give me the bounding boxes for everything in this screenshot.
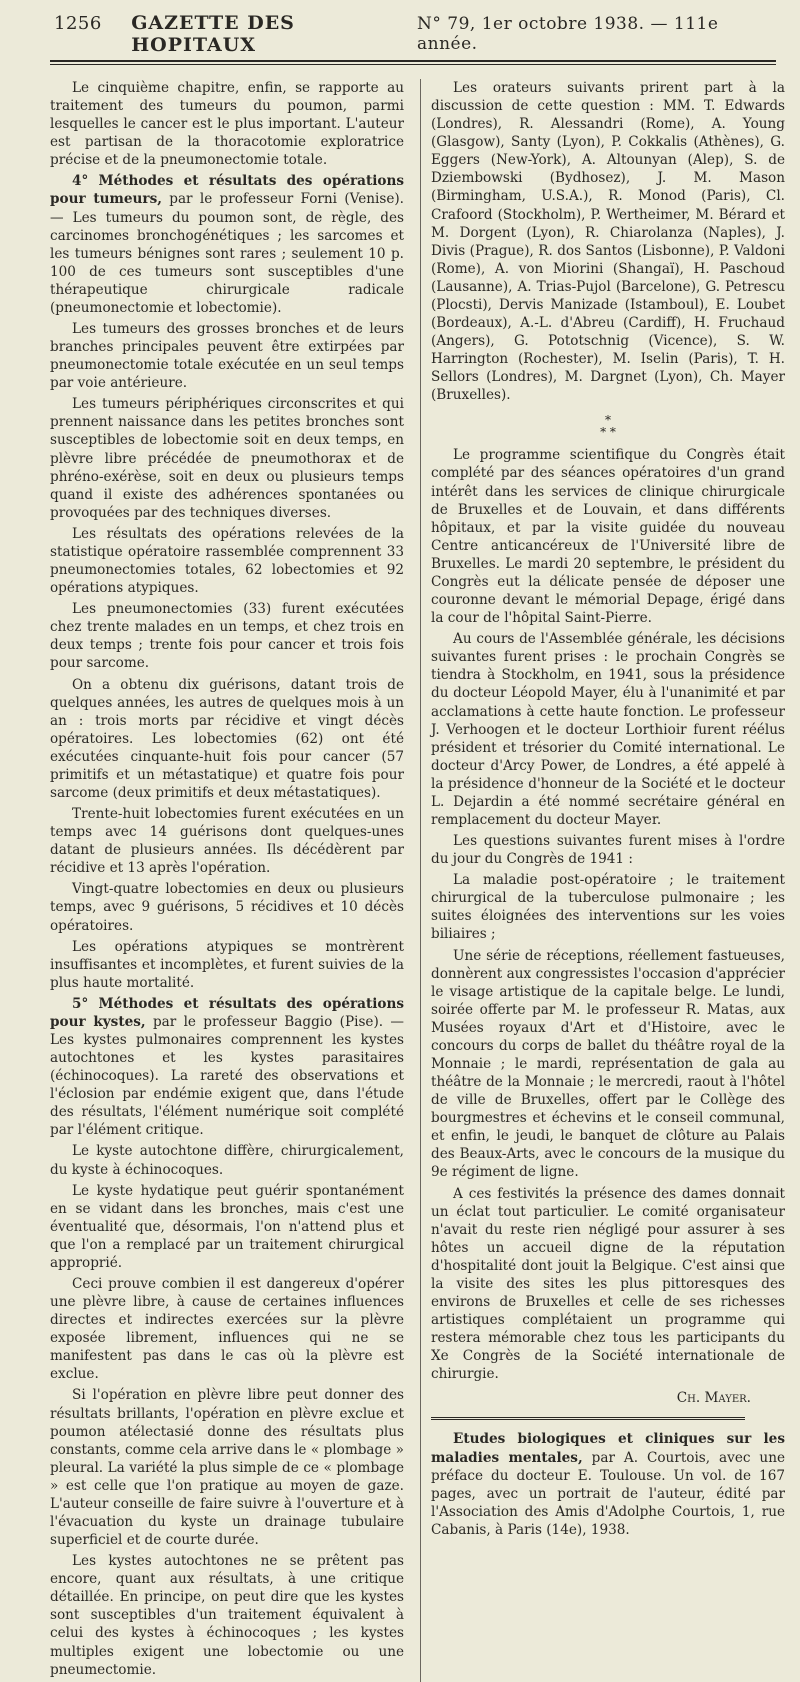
paragraph: Une série de réceptions, réellement fastueuses, donnèrent aux congressistes l'occasion d'apprécier le visage artistique de la capitale belge. Le lundi, soirée offerte par M. le professeur R. Matas, aux Musées royaux d'Art et d'Histoire, avec le concours du corps de ballet du théâtre royal de la Monnaie ; le mardi, représentation de gala au théâtre de la Monnaie ; le mercredi, raout à l'hôtel de ville de Bruxelles, offert par le Collège des bourgmestres et échevins et le conseil communal, et enfin, le jeudi, le banquet de clôture au Palais des Beaux-Arts, avec le concours de la musique du 9e régiment de ligne. [431, 947, 785, 1181]
paragraph: Les questions suivantes furent mises à l'ordre du jour du Congrès de 1941 : [431, 833, 785, 868]
paragraph: Le kyste hydatique peut guérir spontanément en se vidant dans les bronches, mais c'est une éventualité que, désormais, l'on n'attend plus et que l'on a remplacé par un traitement chirurgical approprié. [50, 1182, 404, 1271]
paragraph: Les kystes autochtones ne se prêtent pas encore, quant aux résultats, à une critique détaillée. En principe, on peut dire que les kystes sont susceptibles d'un traitement équivalent à celui des kystes à échinocoques ; les kystes multiples exigent une lobectomie ou une pneumectomie. [50, 1553, 404, 1678]
star-bottom: * * [600, 425, 616, 440]
paragraph: Trente-huit lobectomies furent exécutées en un temps avec 14 guérisons dont quelques-unes datant de plusieurs années. Ils décédèrent par récidive et 13 après l'opération. [50, 806, 404, 877]
left-column [50, 79, 404, 1682]
header-rule [50, 60, 776, 62]
book-review [431, 1430, 785, 1538]
paragraph: Les tumeurs des grosses bronches et de leurs branches principales peuvent être extirpées par pneumonectomie totale exécutée en un seul temps par voie antérieure. [50, 321, 404, 392]
section-heading: 4° Méthodes et résultats des opérations pour tumeurs, [50, 173, 404, 208]
paragraph: Ceci prouve combien il est dangereux d'opérer une plèvre libre, à cause de certaines influences directes et indirectes exercées sur la plèvre exposée librement, influences qui ne se manifestent pas dans le cas où la plèvre est exclue. [50, 1276, 404, 1383]
paragraph: Le cinquième chapitre, enfin, se rapporte au traitement des tumeurs du poumon, parmi lesquelles le cancer est le plus important. L'auteur est partisan de la thoracotomie exploratrice précise et de la pneumonectomie totale. [50, 80, 404, 169]
review-text: par A. Courtois, avec une préface du docteur E. Toulouse. Un vol. de 167 pages, avec un portrait de l'auteur, édité par l'Association des Amis d'Adolphe Courtois, 1, rue Cabanis, à Paris (14e), 1938. [431, 1449, 785, 1538]
paragraph: Si l'opération en plèvre libre peut donner des résultats brillants, l'opération en plèvre exclue et poumon atélectasié donne des résultats plus constants, comme cela arrive dans le « plombage » pleural. La variété la plus simple de ce « plombage » est celle que l'on pratique au moyen de gaze. L'auteur conseille de faire suivre à l'ouverture et à l'évacuation du kyste un drainage tubulaire superficiel et de courte durée. [50, 1387, 404, 1549]
paragraph-text: par le professeur Forni (Venise). — Les tumeurs du poumon sont, de règle, des carcinomes bronchogénétiques ; les sarcomes et les tumeurs bénignes sont rares ; seulement 10 p. 100 de ces tumeurs sont susceptibles d'une thérapeutique chirurgicale radicale (pneumonectomie et lobectomie). [50, 191, 404, 316]
page-header [50, 12, 776, 60]
right-column [420, 79, 785, 1682]
paragraph: A ces festivités la présence des dames donnait un éclat tout particulier. Le comité organisateur n'avait du reste rien négligé pour assurer à ses hôtes un accueil digne de la réputation d'hospitalité dont jouit la Belgique. C'est ainsi que la visite des sites les plus pittoresques des environs de Bruxelles et celle de ses richesses artistiques complétaient un programme qui restera mémorable chez tous les participants du Xe Congrès de la Société internationale de chirurgie. [431, 1185, 785, 1383]
paragraph [50, 995, 404, 1140]
paragraph: Les résultats des opérations relevées de la statistique opératoire rassemblée comprennent 33 pneumonectomies totales, 62 lobectomies et 92 opérations atypiques. [50, 525, 404, 597]
paragraph: Au cours de l'Assemblée générale, les décisions suivantes furent prises : le prochain Congrès se tiendra à Stockholm, en 1941, sous la présidence du docteur Léopold Mayer, élu à l'unanimité et par acclamations à cette haute fonction. Le professeur J. Verhoogen et le docteur Lorthioir furent réélus président et trésorier du Comité international. Le docteur d'Arcy Power, de Londres, a été appelé à la présidence d'honneur de la Société et le docteur L. Dejardin a été nommé secrétaire général en remplacement du docteur Mayer. [431, 631, 785, 828]
issue-info: N° 79, 1er octobre 1938. — 111e année. [416, 14, 719, 54]
header-rule-thin [50, 64, 776, 65]
journal-title: GAZETTE DES HOPITAUX [131, 12, 295, 56]
paragraph: Vingt-quatre lobectomies en deux ou plusieurs temps, avec 9 guérisons, 5 récidives et 10 décès opératoires. [50, 881, 404, 934]
paragraph: Les tumeurs périphériques circonscrites et qui prennent naissance dans les petites bronches sont susceptibles de lobectomie soit en deux temps, en plèvre libre précédée de pneumothorax et de phréno-exérèse, soit en deux ou plusieurs temps quand il existe des adhérences spontanées ou provoquées par des techniques diverses. [50, 396, 404, 521]
paragraph-text: par le professeur Baggio (Pise). — Les kystes pulmonaires comprennent les kystes autochtones et les kystes parasitaires (échinocoques). La rareté des observations et l'éclosion par endémie exigent que, dans l'étude des résultats, l'élément numérique soit complété par l'élément critique. [50, 1013, 405, 1139]
paragraph [50, 172, 404, 317]
section-separator-stars [431, 414, 785, 438]
paragraph: La maladie post-opératoire ; le traitement chirurgical de la tuberculose pulmonaire ; les suites éloignées des interventions sur les voies biliaires ; [431, 872, 785, 943]
review-title: Etudes biologiques et cliniques sur les maladies mentales, [431, 1431, 785, 1466]
author-signature: Ch. Mayer. [676, 1390, 751, 1407]
article-columns [50, 79, 785, 1682]
paragraph: On a obtenu dix guérisons, datant trois de quelques années, les autres de quelques mois à un an : trois morts par récidive et vingt décès opératoires. Les lobectomies (62) ont été exécutées cinquante-huit fois pour cancer (57 primitifs et un métastatique) et quatre fois pour sarcome (deux primitifs et deux métastatiques). [50, 676, 404, 801]
paragraph: Le programme scientifique du Congrès était complété par des séances opératoires d'un grand intérêt dans les services de clinique chirurgicale de Bruxelles et de Louvain, et dans différents hôpitaux, et par la visite guidée du nouveau Centre anticancéreux de l'Université libre de Bruxelles. Le mardi 20 septembre, le président du Congrès eut la délicate pensée de déposer une couronne devant le mémorial Depage, érigé dans la cour de l'hôpital Saint-Pierre. [431, 447, 785, 627]
paragraph: Les opérations atypiques se montrèrent insuffisantes et incomplètes, et furent suivies de la plus haute mortalité. [50, 938, 404, 991]
paragraph: Les orateurs suivants prirent part à la discussion de cette question : MM. T. Edwards (Londres), R. Alessandri (Rome), A. Young (Glasgow), Santy (Lyon), P. Cokkalis (Athènes), G. Eggers (New-York), A. Altounyan (Alep), S. de Dziembowski (Bydhosez), J. M. Mason (Birmingham, U.S.A.), R. Monod (Paris), Cl. Crafoord (Stockholm), P. Wertheimer, M. Bérard et M. Dorgent (Lyon), R. Chiarolanza (Naples), J. Divis (Prague), R. dos Santos (Lisbonne), P. Valdoni (Rome), A. von Miorini (Shangaï), H. Paschoud (Lausanne), A. Trias-Pujol (Barcelone), G. Petrescu (Plocsti), Dervis Manizade (Istamboul), E. Loubet (Bordeaux), A.-L. d'Abreu (Cardiff), H. Fruchaud (Angers), G. Pototschnig (Vicence), S. W. Harrington (Rochester), M. Iselin (Paris), T. H. Sellors (Londres), M. Dargnet (Lyon), Ch. Mayer (Bruxelles). [431, 80, 785, 404]
section-heading: 5° Méthodes et résultats des opérations pour kystes, [50, 995, 404, 1030]
paragraph: Le kyste autochtone diffère, chirurgicalement, du kyste à échinocoques. [50, 1143, 404, 1178]
paragraph: Les pneumonectomies (33) furent exécutées chez trente malades en un temps, et chez trois en deux temps ; trente fois pour cancer et trois fois pour sarcome. [50, 601, 404, 672]
review-separator [431, 1417, 745, 1420]
page-number: 1256 [54, 13, 102, 34]
star-top: * [605, 413, 611, 428]
